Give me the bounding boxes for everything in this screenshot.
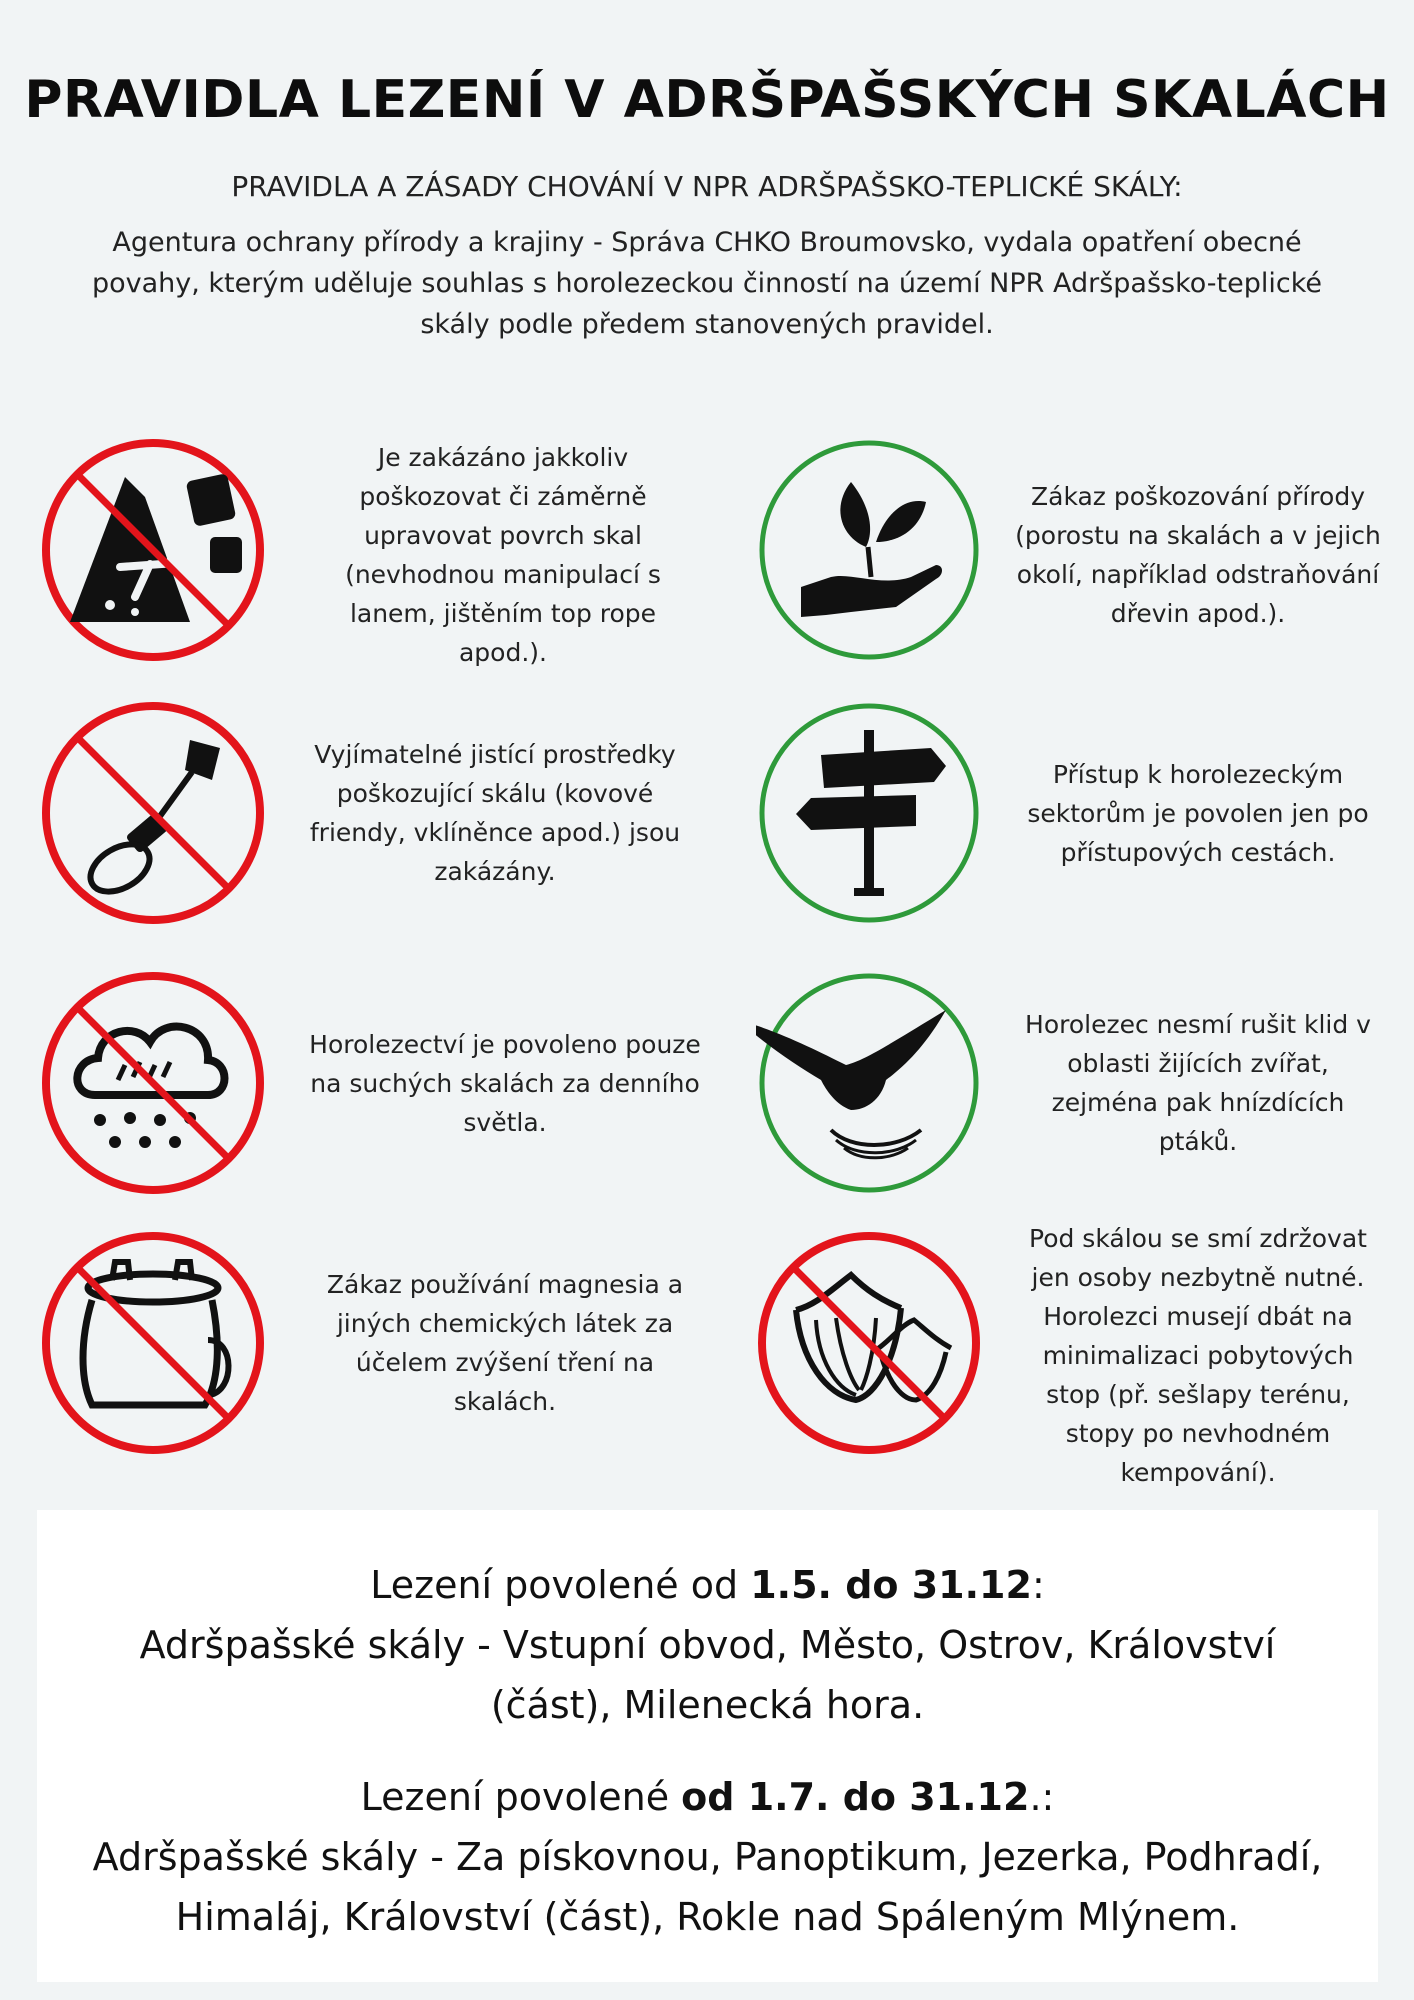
rule-text: Je zakázáno jakkoliv poškozovat či záměrně upravovat povrch skal (nevhodnou manipulací s lanem, jištěním top rope apod.). <box>345 443 661 667</box>
season-areas: Adršpašské skály - Vstupní obvod, Město, Ostrov, Království <box>139 1623 1276 1667</box>
rule-text: Vyjímatelné jistící prostředky poškozující skálu (kovové friendy, vklíněnce apod.) jsou zakázány. <box>309 740 681 886</box>
season-areas: Adršpašské skály - Za pískovnou, Panoptikum, Jezerka, Podhradí, <box>92 1835 1323 1879</box>
rule-text: Zákaz poškozování přírody (porostu na skalách a v jejich okolí, například odstraňování dřevin apod.). <box>1015 482 1381 628</box>
chalk-bag-icon <box>40 1230 266 1456</box>
page-subtitle: PRAVIDLA A ZÁSADY CHOVÁNÍ V NPR ADRŠPAŠSKO-TEPLICKÉ SKÁLY: <box>231 170 1183 203</box>
plant-in-hand-icon <box>756 437 982 663</box>
bird-nest-icon <box>756 970 982 1196</box>
climbing-seasons-box <box>37 1510 1378 1982</box>
season-heading: Lezení povolené od 1.5. do 31.12: <box>370 1563 1045 1607</box>
season-areas: (část), Milenecká hora. <box>490 1683 925 1727</box>
rule-text: Horolezectví je povoleno pouze na suchých skalách za denního světla. <box>309 1029 701 1137</box>
signpost-icon <box>756 700 982 926</box>
damaged-rock-icon <box>40 437 266 663</box>
season-areas: Himaláj, Království (část), Rokle nad Spáleným Mlýnem. <box>175 1895 1240 1939</box>
rule-text: Zákaz používání magnesia a jiných chemických látek za účelem zvýšení tření na skalách. <box>326 1270 684 1416</box>
rain-cloud-icon <box>40 970 266 1196</box>
rule-text: Přístup k horolezeckým sektorům je povolen jen po přístupových cestách. <box>1027 759 1369 867</box>
rule-text: Horolezec nesmí rušit klid v oblasti žijících zvířat, zejména pak hnízdících ptáků. <box>1025 1010 1371 1156</box>
season-heading: Lezení povolené od 1.7. do 31.12.: <box>360 1775 1055 1819</box>
page-title: PRAVIDLA LEZENÍ V ADRŠPAŠSKÝCH SKALÁCH <box>24 70 1390 130</box>
climbing-nut-icon <box>40 700 266 926</box>
rule-text: Pod skálou se smí zdržovat jen osoby nezbytně nutné. Horolezci musejí dbát na minimalizaci pobytových stop (př. sešlapy terénu, stopy po nevhodném kempování). <box>1029 1223 1367 1487</box>
tents-icon <box>756 1230 982 1456</box>
intro-paragraph: Agentura ochrany přírody a krajiny - Správa CHKO Broumovsko, vydala opatření obecné povahy, kterým uděluje souhlas s horolezeckou činností na území NPR Adršpašsko-teplické skály podle předem stanovených pravidel. <box>91 227 1323 340</box>
